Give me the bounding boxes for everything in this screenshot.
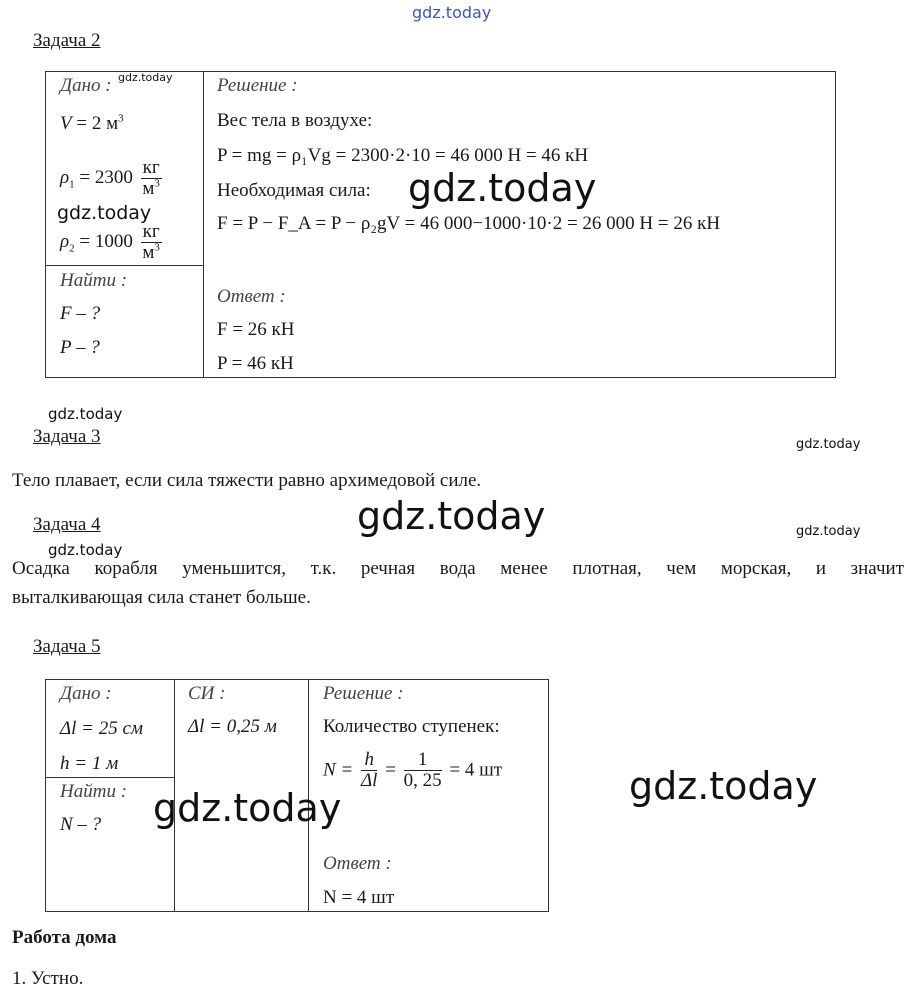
- task2-eq1: P = mg = ρ₁Vg = 2300·2·10 = 46 000 Н = 46 кН: [217, 145, 589, 166]
- watermark-large: gdz.today: [408, 166, 597, 210]
- task2-find-P: P – ?: [60, 337, 100, 358]
- task2-given-label: Дано: [60, 75, 101, 96]
- task3-text: Тело плавает, если сила тяжести равно архимедовой силе.: [12, 470, 482, 491]
- task2-find-F: F – ?: [60, 303, 101, 324]
- task5-given-h: h = 1 м: [60, 753, 119, 774]
- watermark-small: gdz.today: [48, 405, 123, 423]
- task4-title: Задача 4: [33, 514, 101, 535]
- watermark-top: gdz.today: [412, 3, 492, 22]
- task2-answer-F: F = 26 кН: [217, 319, 295, 340]
- task4-text-line2: выталкивающая сила станет больше.: [12, 587, 311, 608]
- homework-title: Работа дома: [12, 927, 117, 948]
- watermark-small: gdz.today: [48, 541, 123, 559]
- task2-weight-air: Вес тела в воздухе:: [217, 110, 373, 131]
- homework-item-1: 1. Устно.: [12, 968, 84, 989]
- watermark-large: gdz.today: [153, 786, 342, 830]
- watermark-small: gdz.today: [796, 437, 861, 452]
- task5-steps-count: Количество ступенек:: [323, 716, 500, 737]
- task5-answer-label: Ответ: [323, 853, 381, 874]
- task2-solution-label: Решение: [217, 75, 287, 96]
- task5-given-label: Дано: [60, 683, 101, 704]
- task2-given-rho2: $\rho_2 = 1000$ $\frac{кг}{м^3}$: [60, 221, 160, 263]
- task2-find-label: Найти: [60, 270, 116, 291]
- watermark-medium: gdz.today: [57, 202, 152, 224]
- task3-title: Задача 3: [33, 426, 101, 447]
- task5-answer-N: N = 4 шт: [323, 887, 395, 908]
- task5-find-N: N – ?: [60, 814, 102, 835]
- watermark-small: gdz.today: [796, 524, 861, 539]
- task5-find-label: Найти: [60, 781, 116, 802]
- task2-eq2: F = P − F_A = P − ρ₂gV = 46 000−1000·10·2 = 26 000 Н = 26 кН: [217, 213, 721, 234]
- task5-solution-label: Решение: [323, 683, 393, 704]
- task2-answer-P: P = 46 кН: [217, 353, 294, 374]
- task5-si-label: СИ: [188, 683, 215, 704]
- task2-answer-label: Ответ: [217, 286, 275, 307]
- task2-force-needed: Необходимая сила:: [217, 180, 371, 201]
- task5-title: Задача 5: [33, 636, 101, 657]
- task2-given-rho1: $\rho_1 = 2300$ $\frac{кг}{м^3}$: [60, 157, 160, 199]
- watermark-large: gdz.today: [629, 764, 818, 808]
- task2-title: Задача 2: [33, 30, 101, 51]
- task4-text-line1: Осадка корабля уменьшится, т.к. речная вода менее плотная, чем морская, и значит: [12, 558, 904, 579]
- task5-si-dl: Δl = 0,25 м: [188, 716, 277, 737]
- watermark-large: gdz.today: [357, 494, 546, 538]
- task5-equation: N = $\frac{h}{\Delta l}$ = $\frac{1}{0, 25}$ = 4 шт: [323, 749, 503, 791]
- watermark-small: gdz.today: [118, 71, 173, 84]
- task2-given-volume: V = 2 $м^3$: [60, 112, 124, 134]
- task5-given-dl: Δl = 25 см: [60, 718, 144, 739]
